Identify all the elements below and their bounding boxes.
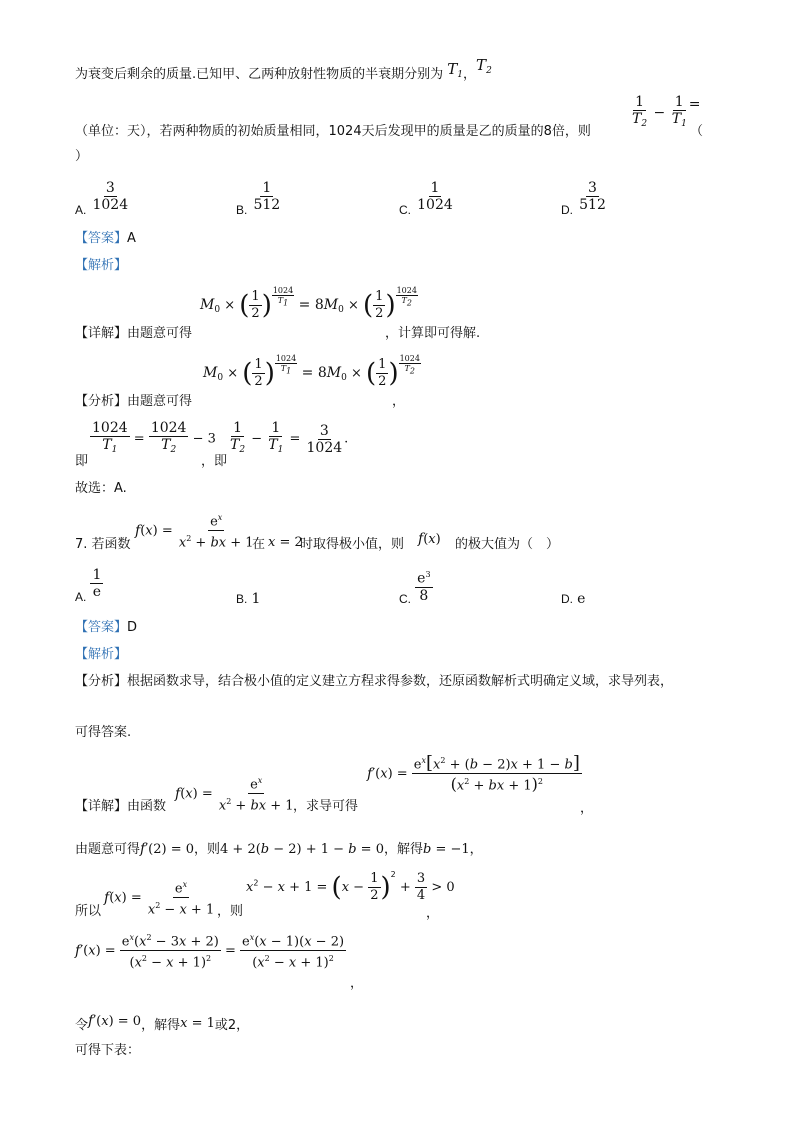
q7-detail-end: ， <box>580 801 594 816</box>
q6-paren-close: ） <box>75 149 89 164</box>
q7-l5: 令f′(x) = 0，解得x = 1或2， <box>75 1013 250 1033</box>
q7-stem-mid2: 时取得极小值，则 <box>300 537 405 552</box>
q7-l6: 可得下表： <box>75 1043 141 1058</box>
q6-option-d[interactable]: D. $\frac{3}{512}$ <box>561 180 606 217</box>
q7-analysis-tag: 【解析】 <box>75 647 128 662</box>
q7-option-d[interactable]: D. e <box>561 591 586 607</box>
q6-ji-formula1: $\frac{1024}{T_1}$ = $\frac{1024}{T_2}$ − 3 <box>92 420 216 455</box>
q7-derivative-factored: f′(x) = $\frac{e^x(x^2 - 3x + 2)}{(x^2 - x + 1)^2}$ = $\frac{e^x(x - 1)(x - 2)}{(x^2 - x + 1)^2}$ <box>75 930 346 972</box>
q7-stem-mid3: 的极大值为（ ） <box>455 537 560 552</box>
q6-ji2-label: ，即 <box>201 454 228 469</box>
q6-option-b[interactable]: B. $\frac{1}{512}$ <box>236 180 281 217</box>
q7-l3-mid: ，则 <box>217 904 244 919</box>
q7-fenxi-2: 可得答案. <box>75 725 132 740</box>
q6-target-formula: $\frac{1}{T_2}$ − $\frac{1}{T_1}$ = <box>632 94 701 129</box>
q7-l3-ineq: $x^2 - x + 1 = (x$ − $\frac{1}{2}$ )$^2$ + $\frac{3}{4}$ > 0 <box>246 870 455 903</box>
q6-fenxi-formula: $M_0$ × ( $\frac{1}{2}$ ) $\frac{1024}{T_1}$ = $8M_0$ × ( $\frac{1}{2}$ ) $\frac{1024}{T_2}$ <box>203 354 420 389</box>
q6-answer <box>75 230 136 248</box>
q6-fenxi-label: 【分析】由题意可得 <box>75 394 193 409</box>
q7-stem-prefix: 7. 若函数 <box>75 537 131 552</box>
q7-detail-label: 【详解】由函数 <box>75 799 167 814</box>
q7-option-b[interactable]: B. 1 <box>236 591 261 607</box>
q6-option-c[interactable]: C. $\frac{1}{1024}$ <box>399 180 453 217</box>
q7-l3-fx: f(x) = $\frac{e^x}{x^2 - x + 1}$ <box>104 877 216 919</box>
q6-stem-line2 <box>75 123 591 141</box>
q6-ji-formula2: $\frac{1}{T_2}$ − $\frac{1}{T_1}$ = $\frac{3}{1024}$ . <box>230 420 349 456</box>
q6-fenxi-end: ， <box>392 394 406 409</box>
answer-value: A <box>127 231 136 246</box>
q7-stem-mid1: 在 <box>252 537 266 552</box>
answer-tag: 【答案】 <box>75 231 128 246</box>
q7-detail-fx: f(x) = $\frac{e^x}{x^2 + bx + 1}$ <box>175 773 296 815</box>
q7-l3-label: 所以 <box>75 904 102 919</box>
q6-option-a[interactable]: A. $\frac{3}{1024}$ <box>75 180 129 217</box>
q6-stem-text: 为衰变后剩余的质量.已知甲、乙两种放射性物质的半衰期分别为 <box>75 67 444 82</box>
q7-fenxi: 【分析】根据函数求导，结合极小值的定义建立方程求得参数，还原函数解析式明确定义域，求导列表， <box>75 674 674 689</box>
q7-fx: f(x) <box>418 531 441 547</box>
q7-option-a[interactable]: A. $\frac{1}{e}$ <box>75 567 102 604</box>
q7-l2: 由题意可得f′(2) = 0，则4 + 2(b − 2) + 1 − b = 0，解得b = −1， <box>75 841 483 857</box>
q7-detail-mid: ，求导可得 <box>293 799 359 814</box>
q6-detail-label: 【详解】由题意可得 <box>75 326 193 341</box>
q6-stem-text-2: （单位：天），若两种物质的初始质量相同，1024天后发现甲的质量是乙的质量的8倍，则 <box>75 124 591 139</box>
q6-conclusion: 故选：A. <box>75 481 127 496</box>
q6-paren-open: （ <box>690 124 704 139</box>
q6-analysis-tag: 【解析】 <box>75 258 128 273</box>
q7-answer: 【答案】D <box>75 620 138 635</box>
q7-derivative: f′(x) = $\frac{e^x[x^2 + (b - 2)x + 1 - b]}{(x^2 + bx + 1)^2}$ <box>367 752 580 794</box>
q6-stem-line1: 为衰变后剩余的质量.已知甲、乙两种放射性物质的半衰期分别为 $T_1$，$T_2$ <box>75 56 492 82</box>
q6-detail-end: ，计算即可得解. <box>385 326 481 341</box>
q7-x-eq-2: x = 2 <box>268 535 303 550</box>
q7-function-def: f(x) = $\frac{e^x}{x^2 + bx + 1}$ <box>135 510 256 552</box>
q7-l3-end: ， <box>426 906 440 921</box>
q7-option-c[interactable]: C. $\frac{e^3}{8}$ <box>399 567 433 606</box>
q7-l4-end: ， <box>350 976 364 991</box>
q6-ji-label: 即 <box>75 454 89 469</box>
q6-detail-formula: $M_0$ × ( $\frac{1}{2}$ ) $\frac{1024}{T_1}$ = $8M_0$ × ( $\frac{1}{2}$ ) $\frac{1024}{T_2}$ <box>200 286 417 321</box>
